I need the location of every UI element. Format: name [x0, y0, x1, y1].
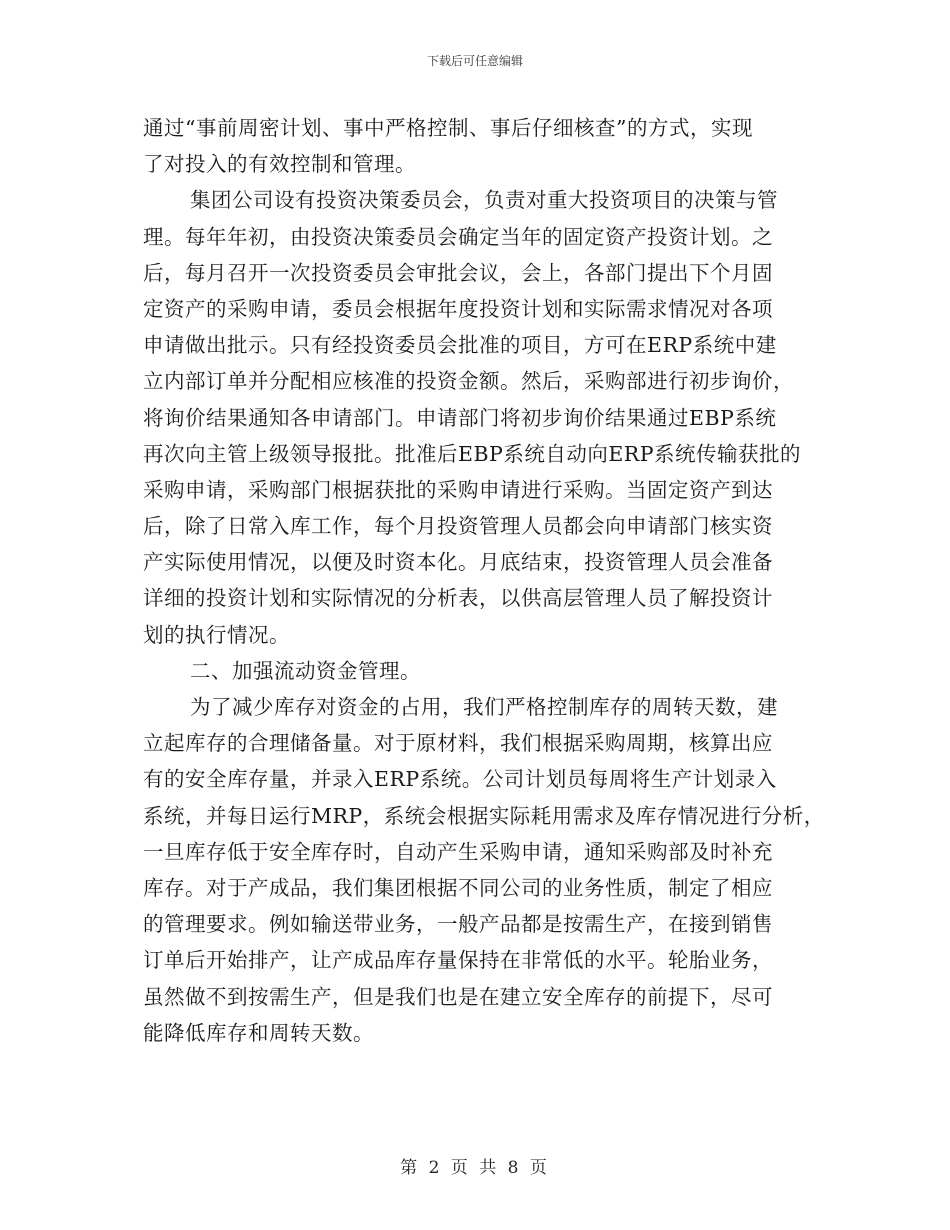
text-line: 库存。对于产成品，我们集团根据不同公司的业务性质，制定了相应: [143, 875, 773, 900]
text-line: 二、加强流动资金管理。: [190, 658, 421, 683]
text-line: 采购申请，采购部门根据获批的采购申请进行采购。当固定资产到达: [143, 477, 773, 502]
text-line: 详细的投资计划和实际情况的分析表，以供高层管理人员了解投资计: [143, 586, 773, 611]
text-line: 的管理要求。例如输送带业务，一般产品都是按需生产，在接到销售: [143, 912, 773, 937]
text-line: 立内部订单并分配相应核准的投资金额。然后，采购部进行初步询价，: [143, 369, 794, 394]
document-body: [143, 110, 823, 1051]
text-line: 划的执行情况。: [143, 622, 290, 647]
text-line: 集团公司设有投资决策委员会，负责对重大投资项目的决策与管: [190, 188, 778, 213]
text-line: 立起库存的合理储备量。对于原材料，我们根据采购周期，核算出应: [143, 731, 773, 756]
text-line: 申请做出批示。只有经投资委员会批准的项目，方可在ERP系统中建: [143, 333, 777, 358]
text-line: 能降低库存和周转天数。: [143, 1020, 374, 1045]
text-line: 订单后开始排产，让产成品库存量保持在非常低的水平。轮胎业务，: [143, 948, 773, 973]
text-line: 定资产的采购申请，委员会根据年度投资计划和实际需求情况对各项: [143, 296, 773, 321]
page-header: 下载后可任意编辑: [426, 54, 523, 68]
text-line: 虽然做不到按需生产，但是我们也是在建立安全库存的前提下，尽可: [143, 984, 773, 1009]
text-line: 产实际使用情况，以便及时资本化。月底结束，投资管理人员会准备: [143, 550, 773, 575]
text-line: 后，每月召开一次投资委员会审批会议，会上，各部门提出下个月固: [143, 260, 773, 285]
page-footer: 第 2 页 共 8 页: [400, 1158, 550, 1178]
text-line: 系统，并每日运行MRP，系统会根据实际耗用需求及库存情况进行分析，: [143, 803, 825, 828]
text-line: 通过“事前周密计划、事中严格控制、事后仔细核查”的方式，实现: [143, 116, 753, 140]
text-line: 一旦库存低于安全库存时，自动产生采购申请，通知采购部及时补充: [143, 839, 773, 864]
text-line: 再次向主管上级领导报批。批准后EBP系统自动向ERP系统传输获批的: [143, 441, 802, 466]
text-line: 后，除了日常入库工作，每个月投资管理人员都会向申请部门核实资: [143, 514, 773, 539]
text-line: 了对投入的有效控制和管理。: [143, 152, 416, 177]
text-line: 理。每年年初，由投资决策委员会确定当年的固定资产投资计划。之: [143, 224, 773, 249]
text-line: 将询价结果通知各申请部门。申请部门将初步询价结果通过EBP系统: [143, 405, 777, 430]
text-line: 有的安全库存量，并录入ERP系统。公司计划员每周将生产计划录入: [143, 767, 777, 792]
text-line: 为了减少库存对资金的占用，我们严格控制库存的周转天数，建: [190, 695, 778, 719]
